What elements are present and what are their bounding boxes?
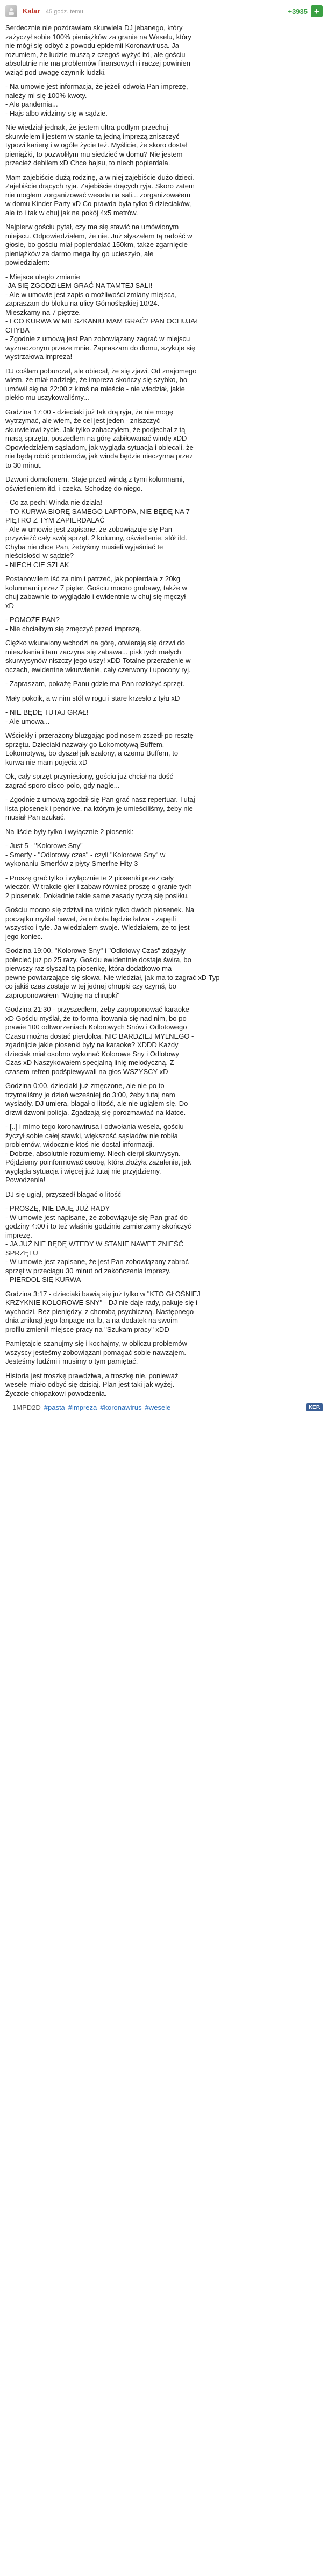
text-line: godziny 4:00 i to też właśnie godzinie zamierzamy skończyć: [5, 1222, 191, 1230]
text-paragraph: [5, 1082, 323, 1117]
text-line: - Miejsce uległo zmianie: [5, 272, 80, 281]
text-paragraph: [5, 680, 323, 689]
plus-count: +3935: [288, 7, 308, 16]
text-line: Godzina 3:17 - dzieciaki bawią się już tylko w "KTO GŁOŚNIEJ: [5, 1289, 201, 1298]
text-paragraph: [5, 828, 323, 837]
text-paragraph: [5, 708, 323, 726]
text-line: piekło mu uszykowaliśmy...: [5, 393, 89, 401]
text-line: co jakiś czas zostaje w tej jednej chrupki czy czymś, bo: [5, 982, 176, 990]
post-header: [5, 3, 323, 19]
tag-link[interactable]: #koronawirus: [100, 1403, 142, 1411]
text-paragraph: [5, 1005, 323, 1076]
text-line: dzieciak miał osobno wykonać Kolorowe Sny i Odlotowy: [5, 1049, 179, 1058]
text-line: jego koniec.: [5, 932, 43, 941]
text-line: Mam zajebiście dużą rodzinę, a w niej zajebiście dużo dzieci.: [5, 173, 195, 181]
text-line: wyznaczonym przeze mnie. Zapraszam do domu, szykuje się: [5, 343, 196, 352]
text-line: należy mi się 100% kwoty.: [5, 91, 87, 100]
text-line: - NIE BĘDĘ TUTAJ GRAŁ!: [5, 708, 89, 716]
text-line: 2 piosenek. Dokładnie takie same zasady tyczą się posiłku.: [5, 891, 189, 900]
text-line: zgadnijcie jakie piosenki były na karaoke? XDDD Każdy: [5, 1041, 179, 1049]
text-line: Powodzenia!: [5, 1176, 46, 1184]
text-line: - W umowie jest napisane, że zobowiązuje się Pan grać do: [5, 1213, 188, 1222]
text-line: KRZYKNIE KOLOROWE SNY" - DJ nie daje rady, pakuje się i: [5, 1298, 197, 1307]
text-line: wiem, że miał nadzieje, że impreza skończy się szybko, bo: [5, 376, 188, 384]
text-line: wieczór. W trakcie gier i zabaw również proszę o granie tych: [5, 883, 192, 891]
text-line: Chyba nie chce Pan, żebyśmy musieli wyjaśniać te: [5, 542, 163, 551]
text-line: Pójdziemy poinformować osobę, która złożyła zażalenie, jak: [5, 1158, 191, 1166]
text-line: pieniążków za darmo mega by go ucieszyło, ale: [5, 249, 154, 258]
text-line: kolumnami przez 7 pięter. Gościu mocno grubawy, także w: [5, 583, 187, 592]
text-line: kurwa nie mam pojęcia xD: [5, 758, 88, 766]
text-line: -JA SIĘ ZGODZIŁEM GRAĆ NA TAMTEJ SALI!: [5, 281, 153, 290]
text-line: DJ się ugiął, przyszedł błagać o litość: [5, 1190, 122, 1198]
text-line: Na liście były tylko i wyłącznie 2 piosenki:: [5, 827, 134, 836]
text-line: nie mógł się odbyć z powodu epidemii Koronawirusa. Ja: [5, 41, 180, 50]
text-line: początku myślał nawet, że robota będzie łatwa - zapętli: [5, 914, 176, 923]
text-line: masą sprzętu, poszedłem na górę zabiłowanać windę xDD: [5, 434, 187, 442]
text-line: Historia jest troszkę prawdziwa, a troszkę nie, ponieważ: [5, 1371, 179, 1380]
text-line: SPRZĘTU: [5, 1248, 38, 1257]
text-line: wszyscy jesteśmy zobowiązani pomagać sobie nawzajem.: [5, 1348, 186, 1357]
text-line: xD: [5, 601, 14, 610]
text-paragraph: [5, 1339, 323, 1366]
text-line: Mały pokoik, a w nim stół w rogu i stare krzesło z tyłu xD: [5, 694, 180, 702]
text-paragraph: [5, 498, 323, 569]
text-line: to 30 minut.: [5, 461, 42, 469]
text-line: skurwysynów niszczy jego uszy! xDD Totalne przerażenie w: [5, 657, 191, 665]
text-line: umówił się na 22:00 z kimś na mieście - nie wiedział, jakie: [5, 384, 185, 393]
text-line: polecieć już po 25 razy. Gościu ewidentnie dostaje świra, bo: [5, 955, 191, 964]
text-line: - W umowie jest zapisane, że jest Pan zobowiązany zabrać: [5, 1258, 189, 1266]
text-line: Pamiętajcie szanujmy się i kochajmy, w obliczu problemów: [5, 1339, 187, 1347]
text-line: CHYBA: [5, 326, 30, 334]
text-paragraph: [5, 408, 323, 470]
text-line: rozumiem, że ludzie muszą z czegoś wyżyć itd, ale gościu: [5, 50, 186, 59]
text-line: typowi karierę i w ogóle życie też. Myślicie, że skoro dostał: [5, 141, 187, 149]
text-line: ale to i tak w chuj jak na pokój 4x5 metrów.: [5, 208, 138, 217]
text-line: Jesteśmy ludźmi i musimy o tym pamiętać.: [5, 1357, 138, 1365]
text-line: zagrać sporo disco-polo, gdy nagle...: [5, 781, 120, 789]
text-line: wziąć pod uwagę czynnik ludzki.: [5, 68, 106, 76]
text-paragraph: [5, 795, 323, 822]
text-line: Godzina 17:00 - dzieciaki już tak drą ryja, że nie mogę: [5, 407, 174, 416]
text-line: miejscu. Odpowiedziałem, że nie. Już słyszałem tą radość w: [5, 231, 192, 240]
text-line: sprzętu. Dzieciaki nazwały go Lokomotywą Buffem.: [5, 740, 165, 749]
text-line: Godzina 0:00, dzieciaki już zmęczone, ale nie po to: [5, 1082, 165, 1090]
text-line: zaproponowałem "Wojnę na chrupki": [5, 991, 120, 999]
text-line: Lokomotywą, bo dyszał jak szalony, a czemu Buffem, to: [5, 749, 179, 757]
text-line: problemów, widocznie ktoś nie dostał informacji.: [5, 1140, 154, 1148]
text-line: Życzcie chłopakowi powodzenia.: [5, 1389, 107, 1398]
text-line: zapraszam do bloku na ulicy Górnośląskiej 10/24.: [5, 299, 160, 307]
text-paragraph: [5, 24, 323, 77]
text-line: lista piosenek i pendrive, na którym je umieściliśmy, żeby nie: [5, 804, 193, 813]
text-paragraph: [5, 947, 323, 1000]
text-line: wygląda sytuacja i więcej już tutaj nie przyjdziemy.: [5, 1167, 161, 1175]
text-line: - POMOŻE PAN?: [5, 616, 60, 624]
text-line: Gościu mocno się zdziwił na widok tylko dwóch piosenek. Na: [5, 906, 195, 914]
text-line: wytrzymać, ale wiem, że cel jest jeden - zniszczyć: [5, 417, 160, 425]
signature: —1MPD2D: [5, 1403, 41, 1411]
text-line: Dzwoni domofonem. Staje przed windą z tymi kolumnami,: [5, 475, 185, 483]
text-paragraph: [5, 1290, 323, 1335]
text-paragraph: [5, 1190, 323, 1199]
text-line: nie mogłem zorganizować wesela na sali... zorganizowałem: [5, 190, 190, 199]
text-paragraph: [5, 367, 323, 403]
text-paragraph: [5, 1123, 323, 1185]
text-line: - Proszę grać tylko i wyłącznie te 2 piosenki przez cały: [5, 873, 174, 882]
text-paragraph: [5, 731, 323, 767]
text-paragraph: [5, 842, 323, 869]
text-line: - Smerfy - "Odlotowy czas" - czyli "Kolorowe Sny" w: [5, 850, 166, 859]
text-line: prawie 100 odtworzeniach Kolorowych Snów i Odlotowego: [5, 1023, 187, 1031]
text-line: DJ coślam poburczał, ale obiecał, że się zjawi. Od znajomego: [5, 366, 197, 375]
text-line: Czas xD Naszykowałem specjalną linię melodyczną. Z: [5, 1058, 174, 1067]
text-line: Godzina 21:30 - przyszedłem, żeby zaproponować karaoke: [5, 1005, 189, 1013]
user-icon: [7, 7, 16, 16]
text-line: Mieszkamy na 7 piętrze.: [5, 308, 81, 316]
text-line: przywieźć cały swój sprzęt. 2 kolumny, oświetlenie, stół itd.: [5, 534, 187, 542]
avatar[interactable]: [5, 5, 17, 17]
text-paragraph: [5, 475, 323, 493]
text-line: Godzina 19:00, "Kolorowe Sny" i "Odlotowy Czas" zdążyły: [5, 947, 186, 955]
text-line: sprzęt w przeciągu 30 minut od zakończenia imprezy.: [5, 1266, 171, 1275]
text-paragraph: [5, 82, 323, 118]
text-line: wykonaniu Smerfów z płyty Smerfne Hity 3: [5, 859, 138, 867]
text-line: PIĘTRO Z TYM ZAPIERDALAĆ: [5, 516, 105, 524]
text-line: chuj zabawnie to wyglądało i ewidentnie w chuj się męczył: [5, 592, 186, 601]
text-line: drzwi dzwoni policja. Zgadzają się porozmawiać na klatce.: [5, 1108, 186, 1117]
text-paragraph: [5, 874, 323, 901]
text-line: powiedziałem:: [5, 258, 50, 266]
text-line: wystrzałowa impreza!: [5, 352, 73, 361]
text-line: - Dobrze, absolutnie rozumiemy. Niech cierpi skurwysyn.: [5, 1149, 181, 1158]
text-line: - Zgodnie z umową zgodził się Pan grać nasz repertuar. Tutaj: [5, 795, 195, 803]
text-line: - Ale umowa...: [5, 717, 50, 725]
text-paragraph: [5, 639, 323, 674]
text-line: - Hajs albo widzimy się w sądzie.: [5, 109, 108, 117]
text-line: Najpierw gościu pytał, czy ma się stawić na umówionym: [5, 223, 179, 231]
text-line: Opowiedziałem sąsiadom, jak wygląda sytuacja i obiecali, że: [5, 443, 194, 451]
tag-link[interactable]: #pasta: [44, 1403, 65, 1411]
text-line: Postanowiłem iść za nim i patrzeć, jak popierdala z 20kg: [5, 575, 181, 583]
text-line: - Ale w umowie jest zapisane, że zobowiązuje się Pan: [5, 525, 172, 533]
text-line: nie będą robić problemów, jak winda będzie nieczynna przez: [5, 452, 194, 460]
text-paragraph: [5, 223, 323, 267]
text-line: wysiadły. DJ umiera, błagał o litość, ale nie ugiąłem się. Do: [5, 1099, 188, 1107]
text-paragraph: [5, 273, 323, 362]
text-line: - JA JUŻ NIE BĘDĘ WTEDY W STANIE NAWET ZNIEŚĆ: [5, 1240, 184, 1248]
text-paragraph: [5, 772, 323, 790]
plus-button[interactable]: +: [311, 5, 323, 17]
text-line: skurwielem i jestem w stanie tą jedną imprezą zniszczyć: [5, 132, 180, 140]
text-line: Zajebiście drących ryja. Zajebiście drących ryja. Skoro zatem: [5, 182, 195, 190]
text-line: w domu Kinder Party xD Co prawda była tylko 9 dzieciaków,: [5, 200, 191, 208]
text-paragraph: [5, 575, 323, 610]
tag-link[interactable]: #wesele: [145, 1403, 171, 1411]
text-line: pewne powtarzające się słowa. Nie wiedział, jak ma to zagrać xD Typ: [5, 973, 220, 982]
text-line: Ciężko wkurwiony wchodzi na górę, otwierają się drzwi do: [5, 639, 185, 647]
text-line: nieścisłości w sądzie?: [5, 552, 74, 560]
text-line: dnia zniknął jego fanpage na fb, a na dodatek na swoim: [5, 1316, 178, 1324]
text-line: - Co za pech! Winda nie działa!: [5, 498, 102, 506]
text-line: pieniążki, to pozwoliłym mu siedzieć w domu? Nie jestem: [5, 150, 183, 158]
text-line: profilu zmienił miejsce pracy na "Szukam pracy" xDD: [5, 1325, 169, 1333]
text-line: - Zapraszam, pokażę Panu gdzie ma Pan rozłożyć sprzęt.: [5, 680, 185, 688]
text-line: Serdecznie nie pozdrawiam skurwiela DJ jebanego, który: [5, 24, 183, 32]
text-line: przecież debilem xD Chce hajsu, to niech popierdala.: [5, 159, 170, 167]
text-paragraph: [5, 1372, 323, 1399]
text-line: - [..] i mimo tego koronawirusa i odwołania wesela, gościu: [5, 1123, 184, 1131]
text-line: - Ale w umowie jest zapis o możliwości zmiany miejsca,: [5, 290, 177, 299]
text-line: musiał Pan szukać.: [5, 813, 66, 821]
text-line: absolutnie nie ma problemów finansowych i raczej powinien: [5, 59, 190, 67]
post-footer: [5, 1403, 323, 1411]
text-line: Nie wiedział jednak, że jestem ultra-podłym-przechuj-: [5, 123, 171, 131]
text-paragraph: [5, 906, 323, 941]
text-line: wszystko i tyle. Ja wiedziałem swoje. Wiedziałem, że to jest: [5, 923, 190, 931]
text-line: - Zgodnie z umową jest Pan zobowiązany zagrać w miejscu: [5, 335, 190, 343]
text-line: - PROSZĘ, NIE DAJĘ JUŻ RADY: [5, 1204, 110, 1212]
text-line: - I CO KURWA W MIESZKANIU MAM GRAĆ? PAN OCHUJAŁ: [5, 317, 199, 325]
text-line: - Ale pandemia...: [5, 100, 58, 108]
text-line: - PIERDOL SIĘ KURWA: [5, 1275, 81, 1283]
tag-link[interactable]: #impreza: [68, 1403, 97, 1411]
author-name[interactable]: Kalar: [23, 7, 40, 15]
text-line: - NIECH CIE SZLAK: [5, 560, 69, 569]
text-line: trzymaliśmy je dzień wcześniej do 3:00, żeby tutaj nam: [5, 1090, 175, 1099]
text-line: xD Gościu myślał, że to forma litowania się nad nim, bo po: [5, 1014, 187, 1022]
text-line: mieszkania i tam zaczyna się zabawa... pisk tych małych: [5, 647, 181, 656]
text-line: wesele miało odbyć się dzisiaj. Plan jest taki jak wyżej.: [5, 1380, 175, 1388]
text-line: zażyczył sobie 100% pieniążków za granie na Weselu, który: [5, 32, 191, 41]
text-line: czasem refren podśpiewywali na głos WSZYSCY xD: [5, 1067, 168, 1076]
text-line: imprezę.: [5, 1231, 32, 1239]
kep-badge[interactable]: KEP.: [306, 1403, 323, 1411]
post-time: 45 godz. temu: [45, 9, 83, 15]
text-line: - TO KURWA BIORĘ SAMEGO LAPTOPA, NIE BĘDĘ NA 7: [5, 507, 190, 516]
text-line: głosie, bo gościu miał popierdalać 150km, także zgarnięcie: [5, 241, 188, 249]
text-paragraph: [5, 123, 323, 168]
text-paragraph: [5, 1204, 323, 1285]
text-line: pierwszy raz słyszał tą piosenkę, która dodatkowo ma: [5, 964, 172, 972]
text-line: Ok, cały sprzęt przyniesiony, gościu już chciał na dość: [5, 772, 173, 780]
text-paragraph: [5, 694, 323, 703]
text-line: - Just 5 - "Kolorowe Sny": [5, 842, 83, 850]
text-line: Wściekły i przerażony bluzgając pod nosem zszedł po resztę: [5, 731, 194, 739]
text-line: - Na umowie jest informacja, że jeżeli odwoła Pan imprezę,: [5, 82, 188, 90]
text-line: wychodzi. Bez pieniędzy, z chorobą psychiczną. Następnego: [5, 1307, 194, 1316]
text-line: skurwielowi życie. Jak tylko zobaczyłem, że podjechał z tą: [5, 425, 186, 434]
text-line: - Nie chciałbym się zmęczyć przed imprezą.: [5, 624, 141, 633]
text-line: oświetleniem itd. i czeka. Schodzę do niego.: [5, 484, 143, 492]
text-paragraph: [5, 173, 323, 218]
text-paragraph: [5, 616, 323, 633]
post-content: [5, 24, 323, 1398]
text-line: Czasu można dostać pierdolca. NIC BARDZIEJ MYLNEGO -: [5, 1032, 194, 1040]
text-line: życzył sobie całej stawki, większość sąsiadów nie robiła: [5, 1131, 178, 1140]
vote-box: [288, 5, 323, 17]
text-line: oczach, ewidentne wkurwienie, cały czerwony i upocony ryj.: [5, 665, 191, 674]
